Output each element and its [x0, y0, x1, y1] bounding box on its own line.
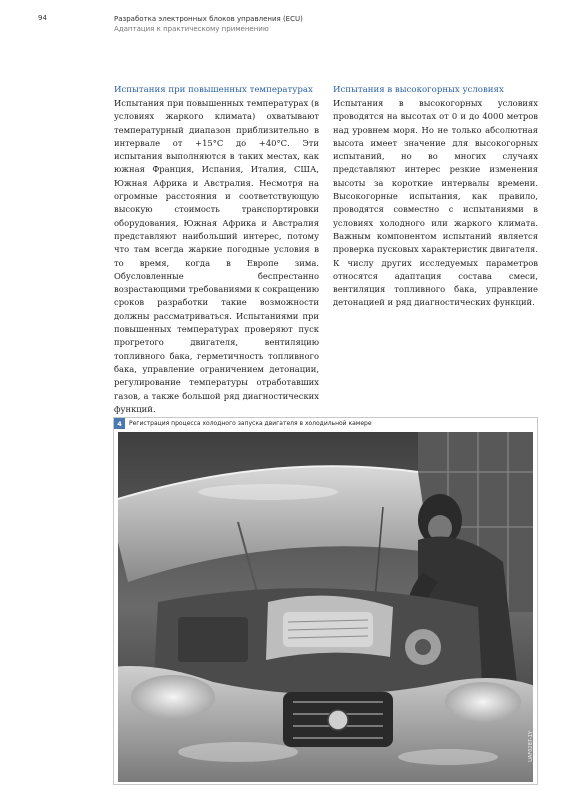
section-heading-hot-climate: Испытания при повышенных температурах	[114, 85, 313, 95]
figure-code: UAF0287-1Y	[528, 731, 534, 762]
cold-start-test-photo	[118, 432, 533, 782]
figure-caption-bar	[114, 418, 537, 429]
figure-caption: Регистрация процесса холодного запуска двигателя в холодильной камере	[129, 420, 372, 427]
running-head-title: Разработка электронных блоков управления (ECU)	[114, 15, 303, 23]
figure	[113, 417, 538, 785]
figure-photo	[118, 432, 533, 782]
running-head-subtitle: Адаптация к практическому применению	[114, 25, 269, 33]
right-column	[333, 84, 538, 310]
figure-number: 4	[114, 418, 125, 429]
paragraph-hot-climate: Испытания при повышенных температурах (в условиях жаркого климата) охватывают температурный диапазон приблизительно в интервале от +15°С до +40°С. Эти испытания выполняются в таких местах, как южная Франция, Испания, Италия, США, Южная Африка и Австралия. Несмотря на огромные расстояния и соответствующую высокую стоимость транспортировки оборудования, Южная Африка и Австралия представляют наибольший интерес, потому что там всегда жаркие погодные условия в то время, когда в Европе зима. Обусловленные беспрестанно возрастающими требованиями к сокращению сроков разработки такие возможности должны рассматриваться. Испытаниями при повышенных температурах проверяют пуск прогретого двигателя, вентиляцию топливного бака, герметичность топливного бака, управление ограничением детонации, регулирование температуры отработавших газов, а также большой ряд диагностических функций.	[114, 98, 319, 414]
section-heading-high-altitude: Испытания в высокогорных условиях	[333, 85, 504, 95]
left-column	[114, 84, 319, 416]
page-number: 94	[38, 14, 47, 22]
paragraph-high-altitude: Испытания в высокогорных условиях проводятся на высотах от 0 и до 4000 метров над уровнем моря. Но не только абсолютная высота имеет значение для высокогорных испытаний, но во многих случаях представляют интерес резкие изменения высоты за короткие интервалы времени. Высокогорные испытания, как правило, проводятся совместно с испытаниями в условиях холодного или жаркого климата. Важным компонентом испытаний является проверка пусковых характеристик двигателя. К числу других исследуемых параметров относятся адаптация состава смеси, вентиляция топливного бака, управление детонацией и ряд диагностических функций.	[333, 98, 538, 308]
running-head	[114, 14, 303, 34]
